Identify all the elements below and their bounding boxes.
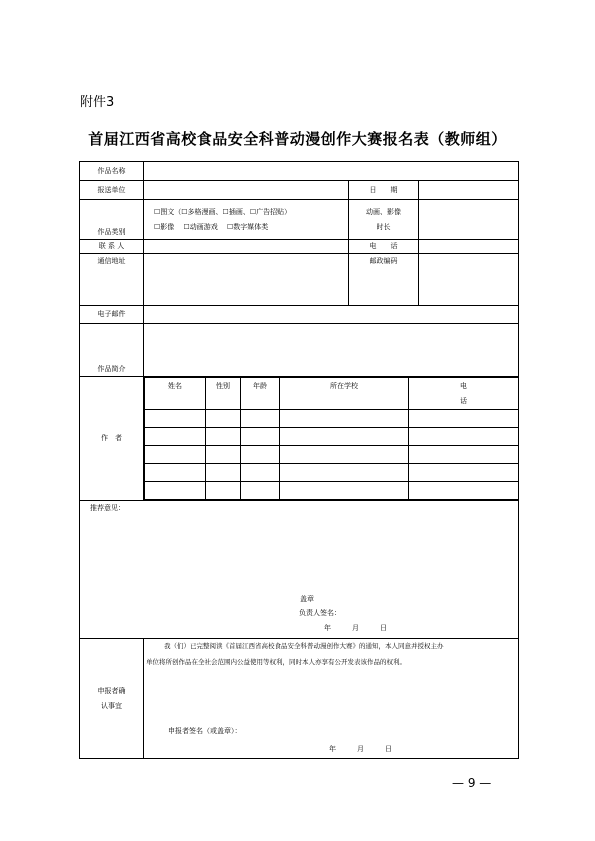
declaration-label bbox=[80, 639, 144, 759]
category-line-2: ☐影像 ☐动画游戏 ☐数字媒体类 bbox=[154, 222, 269, 231]
author-header-age: 年龄 bbox=[241, 378, 280, 410]
email-field[interactable] bbox=[144, 306, 519, 324]
author-header-phone bbox=[409, 378, 519, 410]
date-label: 日 期 bbox=[349, 181, 419, 200]
phone-field[interactable] bbox=[419, 240, 519, 254]
contact-field[interactable] bbox=[144, 240, 349, 254]
category-label: 作品类别 bbox=[80, 200, 144, 240]
postcode-label: 邮政编码 bbox=[349, 254, 419, 306]
seal-label: 盖章 bbox=[300, 595, 314, 603]
unit-field[interactable] bbox=[144, 181, 349, 200]
address-label: 通信地址 bbox=[80, 254, 144, 306]
declaration-date-line: 年 月 日 bbox=[329, 745, 392, 753]
author-header-phone-line-1: 电 bbox=[460, 381, 467, 390]
category-options[interactable] bbox=[144, 200, 349, 240]
duration-label-line-1: 动画、影像 bbox=[366, 207, 401, 216]
author-header-gender: 性别 bbox=[206, 378, 241, 410]
intro-field[interactable] bbox=[144, 324, 519, 377]
recommend-date-line: 年 月 日 bbox=[324, 624, 387, 632]
applicant-sign-label: 申报者签名（或盖章）： bbox=[168, 727, 242, 735]
intro-label: 作品简介 bbox=[80, 324, 144, 377]
recommendation-section[interactable] bbox=[80, 501, 519, 639]
phone-label: 电 话 bbox=[349, 240, 419, 254]
author-label: 作 者 bbox=[80, 377, 144, 501]
recommend-label: 推荐意见： bbox=[90, 504, 125, 512]
author-row[interactable] bbox=[145, 410, 519, 428]
declaration-line-1: 我（们）已完整阅读《首届江西省高校食品安全科普动漫创作大赛》的通知，本人同意并授权主办 bbox=[164, 642, 444, 650]
author-row[interactable] bbox=[145, 428, 519, 446]
duration-label bbox=[349, 200, 419, 240]
form-title: 首届江西省高校食品安全科普动漫创作大赛报名表（教师组） bbox=[88, 130, 507, 148]
declaration-label-line-2: 认事宜 bbox=[101, 701, 122, 710]
postcode-field[interactable] bbox=[419, 254, 519, 306]
declaration-section[interactable] bbox=[144, 639, 519, 759]
declaration-line-2: 单位将所创作品在全社会范围内公益使用等权利，同时本人亦享有公开发表该作品的权利。 bbox=[146, 658, 406, 667]
work-name-label: 作品名称 bbox=[80, 162, 144, 181]
author-row[interactable] bbox=[145, 446, 519, 464]
author-grid bbox=[144, 377, 519, 500]
author-grid-cell bbox=[144, 377, 519, 501]
work-name-field[interactable] bbox=[144, 162, 519, 181]
date-field[interactable] bbox=[419, 181, 519, 200]
page-number: — 9 — bbox=[452, 776, 492, 790]
duration-field[interactable] bbox=[419, 200, 519, 240]
declaration-label-line-1: 申报者确 bbox=[97, 686, 126, 695]
author-header-phone-line-2: 话 bbox=[460, 396, 467, 405]
email-label: 电子邮件 bbox=[80, 306, 144, 324]
author-header-school: 所在学校 bbox=[280, 378, 409, 410]
author-row[interactable] bbox=[145, 482, 519, 500]
leader-sign-label: 负责人签名： bbox=[299, 609, 341, 617]
address-field[interactable] bbox=[144, 254, 349, 306]
contact-label: 联 系 人 bbox=[80, 240, 144, 254]
category-line-1: ☐图文（☐多格漫画、☐插画、☐广告招贴） bbox=[154, 207, 292, 216]
duration-label-line-2: 时长 bbox=[376, 222, 391, 231]
unit-label: 报送单位 bbox=[80, 181, 144, 200]
registration-form bbox=[79, 161, 519, 759]
author-header-name: 姓名 bbox=[145, 378, 206, 410]
annex-label: 附件3 bbox=[80, 95, 115, 110]
author-row[interactable] bbox=[145, 464, 519, 482]
